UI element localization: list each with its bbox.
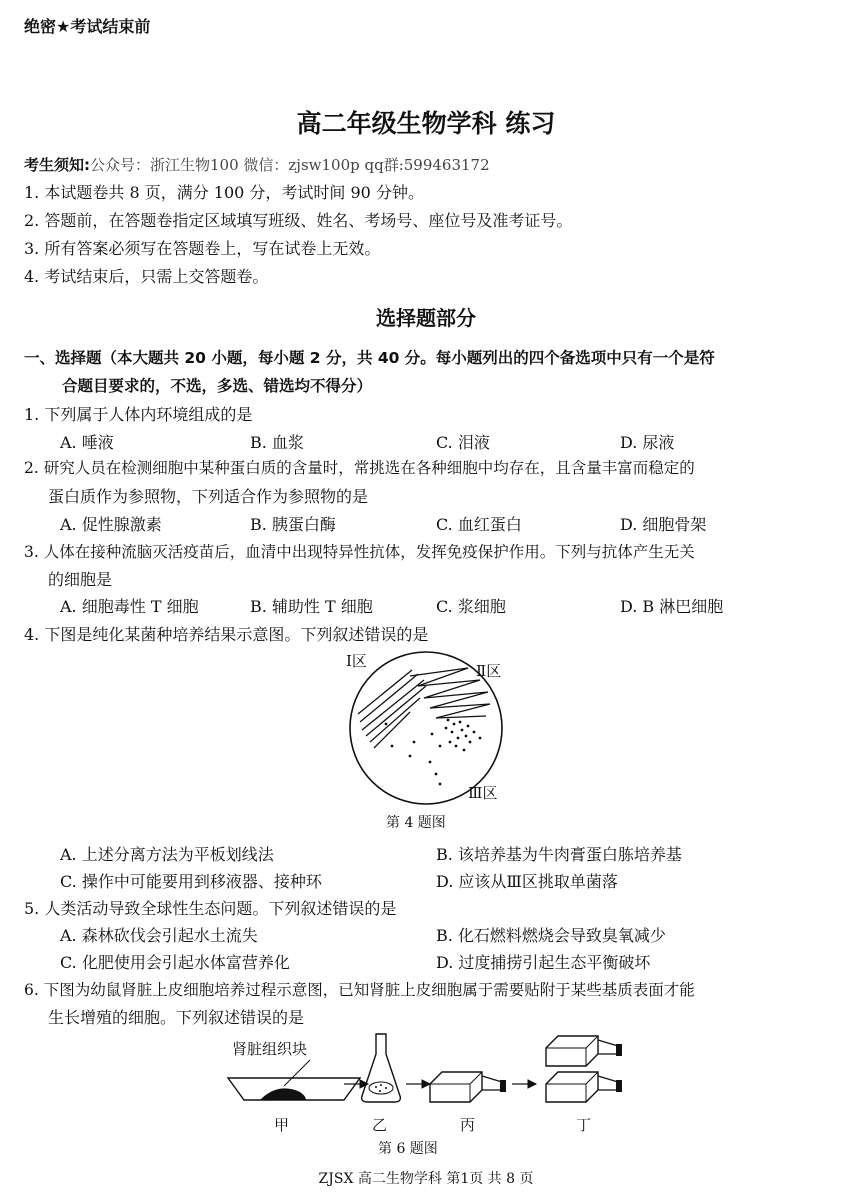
q3-option-d: D. B 淋巴细胞 bbox=[620, 597, 724, 616]
question-4-stem: 4. 下图是纯化某菌种培养结果示意图。下列叙述错误的是 bbox=[24, 625, 429, 644]
q2-option-b: B. 胰蛋白酶 bbox=[250, 515, 336, 534]
section-instruction: 一、选择题（本大题共 20 小题，每小题 2 分，共 40 分。每小题列出的四个备选项中只有一个是符 bbox=[24, 349, 715, 367]
notice-label: 考生须知: bbox=[24, 156, 90, 174]
question-1-stem: 1. 下列属于人体内环境组成的是 bbox=[24, 405, 253, 424]
section-title: 选择题部分 bbox=[376, 306, 476, 330]
q4-option-b: B. 该培养基为牛肉膏蛋白胨培养基 bbox=[436, 845, 682, 864]
q1-option-d: D. 尿液 bbox=[620, 433, 675, 452]
question-5-stem: 5. 人类活动导致全球性生态问题。下列叙述错误的是 bbox=[24, 899, 397, 918]
notice-item: 2. 答题前，在答题卷指定区域填写班级、姓名、考场号、座位号及准考证号。 bbox=[24, 211, 573, 230]
notice-source: 公众号：浙江生物100 微信：zjsw100p qq群:599463172 bbox=[90, 156, 490, 174]
question-2-stem-cont: 蛋白质作为参照物，下列适合作为参照物的是 bbox=[48, 487, 369, 506]
bottle-bing bbox=[430, 1072, 506, 1102]
q5-option-a: A. 森林砍伐会引起水土流失 bbox=[60, 926, 258, 945]
q3-option-c: C. 浆细胞 bbox=[436, 597, 506, 616]
dish-jia bbox=[228, 1060, 360, 1100]
zone1-streaks bbox=[358, 670, 426, 748]
stage-label-bing: 丙 bbox=[460, 1116, 476, 1134]
cell-culture-figure bbox=[220, 1030, 640, 1110]
notice-header bbox=[24, 154, 490, 175]
question-3-stem: 3. 人体在接种流脑灭活疫苗后，血清中出现特异性抗体，发挥免疫保护作用。下列与抗体产生无关 bbox=[24, 543, 695, 561]
question-6-stem: 6. 下图为幼鼠肾脏上皮细胞培养过程示意图，已知肾脏上皮细胞属于需要贴附于某些基质表面才能 bbox=[24, 981, 695, 999]
q2-option-c: C. 血红蛋白 bbox=[436, 515, 522, 534]
stage-label-yi: 乙 bbox=[372, 1116, 388, 1134]
section-instruction-cont: 合题目要求的，不选，多选、错选均不得分） bbox=[62, 377, 373, 395]
notice-item: 3. 所有答案必须写在答题卷上，写在试卷上无效。 bbox=[24, 239, 381, 258]
zone1-label: Ⅰ区 bbox=[346, 652, 367, 670]
confidential-mark: 绝密★考试结束前 bbox=[24, 17, 151, 36]
figure-4-caption: 第 4 题图 bbox=[386, 815, 446, 831]
q2-option-a: A. 促性腺激素 bbox=[60, 515, 162, 534]
question-3-stem-cont: 的细胞是 bbox=[48, 570, 113, 589]
bottle-ding-bottom bbox=[546, 1072, 622, 1102]
stage-label-ding: 丁 bbox=[576, 1116, 592, 1134]
q5-option-c: C. 化肥使用会引起水体富营养化 bbox=[60, 953, 290, 972]
q1-option-c: C. 泪液 bbox=[436, 433, 490, 452]
question-2-stem: 2. 研究人员在检测细胞中某种蛋白质的含量时，常挑选在各种细胞中均存在，且含量丰富而稳定的 bbox=[24, 459, 695, 477]
page-footer: ZJSX 高二生物学科 第1页 共 8 页 bbox=[318, 1171, 534, 1187]
q3-option-b: B. 辅助性 T 细胞 bbox=[250, 597, 373, 616]
q2-option-d: D. 细胞骨架 bbox=[620, 515, 707, 534]
arrow-3 bbox=[512, 1080, 536, 1088]
notice-item: 4. 考试结束后，只需上交答题卷。 bbox=[24, 267, 269, 286]
zone3-colonies bbox=[385, 719, 482, 786]
flask-yi bbox=[362, 1034, 401, 1102]
zone2-label: Ⅱ区 bbox=[476, 662, 502, 680]
tissue-block-label: 肾脏组织块 bbox=[232, 1040, 308, 1058]
question-6-stem-cont: 生长增殖的细胞。下列叙述错误的是 bbox=[48, 1008, 305, 1027]
notice-item: 1. 本试题卷共 8 页，满分 100 分，考试时间 90 分钟。 bbox=[24, 183, 424, 202]
q4-option-a: A. 上述分离方法为平板划线法 bbox=[60, 845, 274, 864]
q4-option-c: C. 操作中可能要用到移液器、接种环 bbox=[60, 872, 322, 891]
q5-option-b: B. 化石燃料燃烧会导致臭氧减少 bbox=[436, 926, 666, 945]
zone3-label: Ⅲ区 bbox=[468, 784, 498, 802]
q3-option-a: A. 细胞毒性 T 细胞 bbox=[60, 597, 199, 616]
arrow-2 bbox=[406, 1080, 430, 1088]
q1-option-a: A. 唾液 bbox=[60, 433, 114, 452]
q5-option-d: D. 过度捕捞引起生态平衡破坏 bbox=[436, 953, 651, 972]
bottle-ding-top bbox=[546, 1036, 622, 1066]
stage-label-jia: 甲 bbox=[274, 1116, 290, 1134]
q1-option-b: B. 血浆 bbox=[250, 433, 304, 452]
q4-option-d: D. 应该从Ⅲ区挑取单菌落 bbox=[436, 872, 618, 891]
page-title: 高二年级生物学科 练习 bbox=[296, 109, 556, 138]
figure-6-caption: 第 6 题图 bbox=[378, 1141, 438, 1157]
